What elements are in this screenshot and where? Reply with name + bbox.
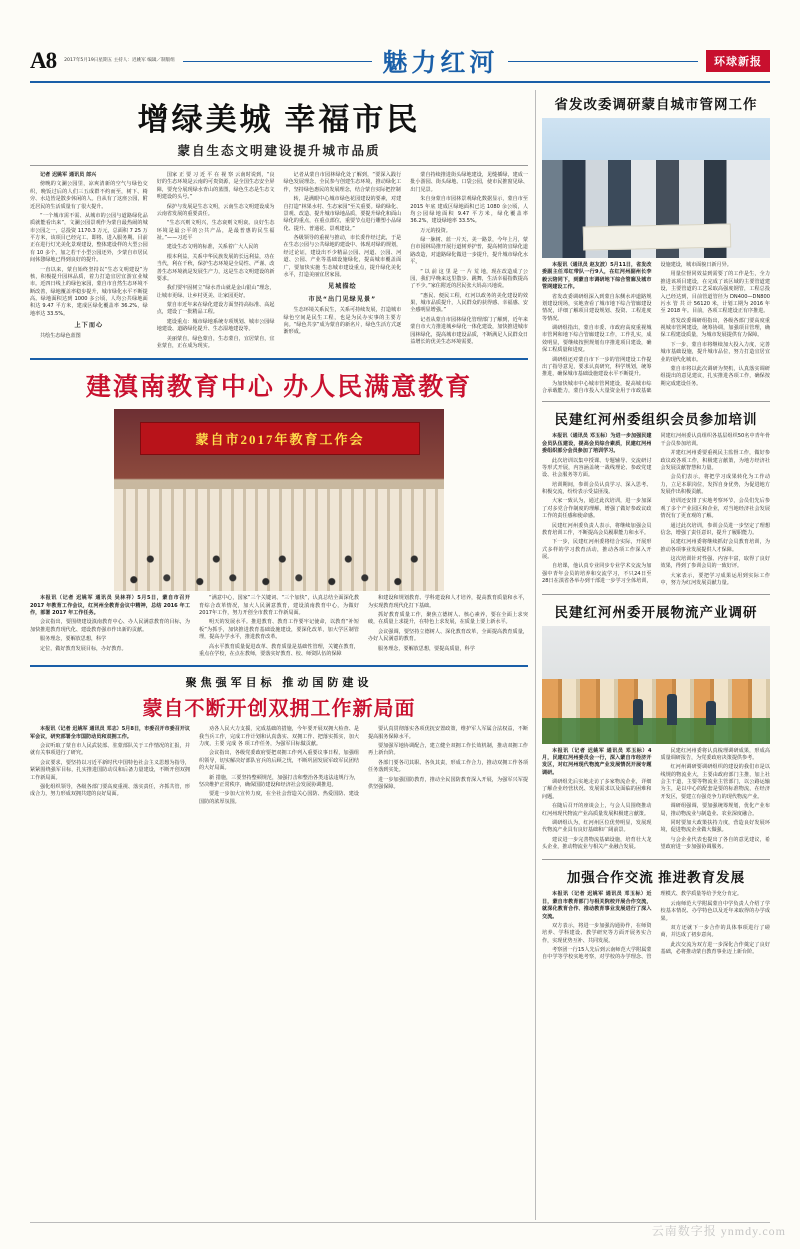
paragraph: 省发改委调研组深入到蒙自东侧水冲道路规划建设现场，实地查看了城市地下综合管廊建设情况，详细了解项目建设规划、投资、工程进度等情况。	[542, 293, 652, 322]
paragraph: “生态兴则文明兴，生态衰则文明衰。良好生态环境是最公平的公共产品，是最普惠的民生福祉。”——习近平	[156, 220, 275, 241]
byline: 本报讯（通讯员 邓玉标）为进一步加强民建会员队伍建设，提高会员综合素质，民建红河州委组织部分会员参加了培训学习。	[542, 433, 652, 455]
right-article-1-body	[542, 262, 770, 395]
paragraph: 高水平教育质量促进改革、教育质量是基础性管理，关键在教育，重点在学校，在点在教师，要落实好教育、校、师资队伍的保障	[199, 643, 359, 657]
army-kicker: 聚焦强军目标 推动国防建设	[185, 677, 373, 690]
paragraph: 服务理念，要解放思想，要提高质量，科学	[378, 645, 475, 652]
right-article-2-body	[542, 433, 770, 587]
paragraph: 民建红河州委将继续抓好会员教育培训，为推动各项事业发展提供人才保障。	[660, 539, 770, 553]
paragraph: 建设生态文明的标准，关系着广大人民的	[166, 244, 259, 251]
paragraph: 会议强调，要坚持立德树人、深化教育改革，全面提高教育质量，办好人民满意的教育。	[368, 628, 528, 643]
rule	[542, 401, 770, 402]
paragraph: 双方还就下一步合作的具体事项进行了磋商，并达成了初步意向。	[660, 924, 770, 939]
rule	[30, 358, 528, 360]
masthead-meta: 2017年5月19日星期五 主持人：迟姚军 编辑／制版组	[64, 58, 175, 64]
paragraph: 与会企业代表也提出了各自的意见建议，希望政府进一步加强协调服务。	[660, 836, 770, 850]
paragraph: 根本利益，关系中华民族发展的长远利益，功在当代，利在千秋，保护生态环境是全局性、严谨、改善生态环境就是发展生产力，这是生态文明建设的新要求。	[156, 253, 275, 282]
paragraph: 通过此次培训，参训会员进一步坚定了理想信念，增强了责任意识，提升了履职能力。	[660, 522, 770, 536]
watermark: 云南数字报 ynmdy.com	[651, 1224, 786, 1238]
paragraph: 各部门要各司其职、各负其责，形成工作合力，推动双拥工作各项任务落到实处。	[368, 759, 528, 774]
paragraph: 和建设和规划教育、学科建设和人才培养，提高教育质量和水平，为实现教育现代化打下基础。	[368, 595, 528, 609]
paragraph: 我们要牢固树立“绿水青山就是金山银山”理念，让城市更绿、让乡村更美、让家园更好。	[156, 285, 275, 299]
paragraph: “惠民、便民工程，红河以政务的美化建设的效果，城市品质提升，人民群众的获得感、幸福感、安全感明显增强。”	[410, 292, 528, 314]
paragraph: 明天的发展水平。推进教育、教育工作要牢记使命，以教育“补短板”为抓手，加快推进教育基础设施建设，要深化改革，加大学区制管理，提高办学水平，推进教育改革。	[199, 619, 359, 641]
right-article-1	[542, 93, 770, 395]
photo-person	[633, 699, 643, 725]
paragraph: 建议进一步完善物流基础设施，培育壮大龙头企业，推动物流业与相关产业融合发展。	[542, 836, 652, 850]
lead-subhead: 蒙自生态文明建设提升城市品质	[177, 144, 381, 158]
page-folio: A8	[30, 48, 57, 73]
education-photo	[114, 409, 444, 591]
page-body	[30, 90, 770, 1220]
paragraph: 会议听取了蒙自市人民武装部、驻蒙部队关于工作情况的汇报，并就有关事项进行了研究。	[30, 743, 190, 757]
paragraph: 记者从蒙自市园林绿化管理部门了解到，近年来蒙自市大力推进城乡绿化一体化建设，加快推进城市园林绿化，提高城市建设品质，不断满足人民群众日益增长的优美生态环境需要。	[410, 316, 528, 345]
paragraph: 保护与发展是生态文明，云南生态文明建设成为云南省发展的重要责任。	[156, 203, 275, 217]
paragraph: 强化组织领导，各级各部门要高度重视、落实责任，齐抓共管，形成合力，努力形成双拥共建的良好局面。	[30, 783, 190, 798]
paragraph: 民建红河州委负责人表示，将继续加强会员教育培训工作，不断提高会员履职能力和水平。	[542, 522, 652, 536]
paragraph: 红河州调研要调研组织的建设的我们市是以线规的物流业大，主要由政府部门主推，加上社会主干道，主要等物流业主管部门，以公路运输为主，是以中心的配套是要的标准物流，在经济开发区，要建立有强竞争力的现代物流产业。	[660, 764, 770, 800]
section-title	[183, 43, 698, 79]
paragraph: 下一步，蒙自市将继续加大投入力度，完善城市基础设施，提升城市品位，努力打造宜居宜业的现代化城市。	[660, 341, 770, 363]
lead-body	[30, 172, 528, 350]
rule	[30, 165, 528, 166]
photo-document	[583, 224, 731, 251]
rule	[30, 665, 528, 667]
right-article-3	[542, 601, 770, 854]
masthead-divider	[30, 81, 770, 83]
paragraph: 进一步加强国防教育，推动全民国防教育深入开展，为强军兴军提供坚强保障。	[368, 776, 528, 790]
masthead	[30, 42, 770, 80]
paragraph: 一直以来，蒙自始终坚持以“生态文明建设”为核，积极提升园林品质，着力打造宜居宜游宜业城市。近四日线上的绿色家园，蒙自市自然生态环境不断改善，绿地覆盖率稳步提升，城市绿化水平不断提高。绿地面积达到 1000 多公顷，人均公共绿地面积达 9.47 平方米，建成区绿化覆盖率 36.2%，绿地率达 33.5%。	[30, 266, 148, 317]
subsection-heading: 见城描绘	[328, 283, 357, 291]
lead-headline: 增绿美城 幸福市民	[137, 102, 421, 137]
subsection-heading: 上下而心	[74, 322, 104, 330]
section-title-text: 魅力红河	[372, 50, 508, 77]
paragraph: 为加快城市中心城市管网建设，提高城市综合承载能力，蒙自市投入大量资金用于市政基础设施建设，城市面貌日新月异。	[542, 262, 732, 394]
right-article-4	[542, 866, 770, 961]
right-article-1-photo	[542, 118, 770, 258]
paragraph: 抓好教育质量工作，聚焦立德树人、核心素养，要在全面上求突破，在质量上求提升，在特色上求发展，在质量上要上新水平。	[368, 612, 528, 626]
paragraph: 考察团一行15人先后到云南师范大学附属蒙自中学等学校实地考察，对学校的办学理念、管理模式、教学质量等给予充分肯定。	[542, 891, 743, 961]
education-byline: 本报讯（记者 迟姚军 通讯员 吴林祥）5月5日，蒙自市召开 2017 年教育工作会议，红河州全教育会议中精神，总结 2016 年工作，部署 2017 年工作任务。	[30, 595, 190, 616]
right-article-4-headline: 加强合作交流 推进教育发展	[566, 870, 746, 886]
paragraph: 生态环境关系民生，关系可持续发展，打造城市绿色空间是民生工程，也是为民办实事的主要方向。“绿色共享”成为蒙自的新名片，绿色生活方式逐渐形成。	[283, 307, 402, 336]
paragraph: 会员们表示，将把学习成果转化为工作动力，立足本职岗位，发挥自身优势，为促进地方发展作出积极贡献。	[660, 474, 770, 495]
paragraph: 培训还安排了实地考察环节，会员们先后参观了多个产业园区和企业，对当地经济社会发展情况有了更直观的了解。	[660, 498, 770, 520]
photo-person	[667, 694, 677, 725]
paragraph: 调研组先后实地走访了多家物流企业，详细了解企业经营状况、发展需求以及面临的困难和问题。	[542, 779, 652, 800]
paragraph: 定位，做好教育发展目标，办好教育。	[40, 645, 127, 652]
right-article-4-body	[542, 891, 770, 961]
photo-person	[706, 701, 716, 725]
right-article-1-headline: 省发改委调研蒙自城市管网工作	[554, 97, 758, 112]
paragraph: 会议指出，要围绕建设滇南教育中心、办人民满意教育的目标，为加快推进教育现代化、建设教育强市作出新的贡献。	[30, 619, 190, 633]
paragraph: 调研组还对蒙自市下一步的管网建设工作提出了指导意见，要求认真研究，科学规划，统筹推进，确保城市基础设施建设水平不断提升。	[542, 356, 652, 378]
paragraph: 同时要加大政策扶持力度，营造良好发展环境，促进物流企业做大做强。	[660, 819, 770, 834]
paragraph: 自培课，他认真专业同步专业学术交流为加强中青年会员的培养和交流学习，不只24日至28日在滇省各举办到干部进一步学习全体培训，同建红河州委认真组织各基层组织50名中青年骨干会员参加培训。	[542, 433, 770, 585]
photo-floor	[542, 718, 770, 744]
paragraph: 云南师范大学附属蒙自中学负责人介绍了学校基本情况、办学特色以及近年来取得的办学成果。	[660, 900, 770, 922]
paragraph: 转，是满眼中心城市绿色花园建设的要素，对建自打造“林果水村、生态家园”至关重要。绿的绿化、景观、改造、提升城市绿地品质，要提升绿化和面山绿化的重点，在重点部位，重要节点进行雕塑小品绿化、提升、普通花、景观建设。”	[283, 196, 402, 232]
paragraph: 调研组认为，红河州区位优势明显，发展现代物流产业具有良好基础和广阔前景。	[542, 819, 652, 834]
paragraph: 并建红河州委要重视民主监督工作，做好参政议政各项工作，积极建言献策，为地方经济社会发展贡献智慧和力量。	[660, 450, 770, 471]
paragraph: 会议要求，要坚持以习近平新时代中国特色社会主义思想为指导，紧紧围绕强军目标，扎实推进国防动员和后备力量建设，不断开创双拥工作新局面。	[30, 759, 190, 781]
paragraph: 会议指出，各级党委政府要把双拥工作列入重要议事日程，加强组织领导，切实解决好部队官兵的后顾之忧，不断巩固发展军政军民团结的大好局面。	[199, 750, 359, 772]
rule	[542, 859, 770, 860]
paragraph: 民建红河州委将认真梳理调研成果，形成高质量调研报告，为党委政府决策提供参考。	[660, 747, 770, 761]
paragraph: 新 措施，三要坚持整顿规范，加强打击和整治各类违法违规行为，坚决维护正常秩序，确保国防建设和经济社会发展协调推进。	[199, 774, 359, 788]
paragraph: 调研组强调，要加强统筹规划，优化产业布局，推动物流业与制造业、农业深度融合。	[660, 803, 770, 817]
paragraph: 共绘生态绿色蓝图	[40, 333, 81, 340]
lead-article	[30, 94, 528, 350]
byline: 本报讯（记者 迟姚军 通讯员 邓玉标）近日，蒙自市教育部门与相关院校开展合作交流，就深化教育合作、推动教育事业发展进行了深入交流。	[542, 891, 652, 920]
paragraph: 傍晚的文澜公园里，凉爽清新的空气与绿色交织，晚饭过后的人们三五成群不约而至，树下、椅旁、水边皆是散步休闲的人。自从有了这座公园，附近居民的生活质量有了很大提升。	[30, 181, 148, 210]
paragraph: 大家表示，要把学习成果运用到实际工作中，努力为红河发展贡献力量。	[660, 572, 770, 587]
right-article-3-headline: 民建红河州委开展物流产业调研	[554, 604, 758, 620]
right-article-3-body	[542, 748, 770, 854]
paragraph: 蒙自持续推进街头绿地建设，见缝插绿，建成一批小游园、街头绿地、口袋公园，使市民推窗见绿、出门见景。	[410, 172, 528, 193]
paragraph: 培训期间，参训会员认真学习、深入思考、积极交流，纷纷表示受益匪浅。	[542, 481, 652, 495]
army-headline: 蒙自不断开创双拥工作新局面	[142, 698, 416, 721]
paragraph: 蒙自市近年来在绿化建设方面坚持高标准、高起点，建设了一批精品工程。	[156, 302, 275, 316]
photo-banner-text: 蒙自市2017年教育工作会	[140, 422, 419, 455]
paragraph: 万元的投资。	[420, 227, 451, 234]
paragraph: 用量位督同效益到需要了的工作是生，全力推进该项目建设，在完成了该区域的主要管道建设，主要管道的工艺采取高强度钢管，工程总投入已经达到，目前管道管径为 DN400—DN800 污水 管 共 计 56120 米，计划工期为 2016 年至 2018 年。目前，各项工程建设正有序推进。	[660, 271, 770, 315]
education-headline: 建滇南教育中心 办人民满意教育	[85, 374, 473, 402]
paragraph: 服务理念，要解放思想，科学	[40, 636, 107, 643]
right-column-zone	[542, 90, 770, 1220]
left-column-zone	[30, 90, 528, 1220]
byline: 本报讯（通讯员 赵友波）5月11日，省发改委副主任邓红带队一行9人，在红河州副州长李毅云陪同下，到蒙自市调研地下综合管廊及城市管网建设工作。	[542, 262, 652, 291]
photo-audience	[114, 497, 444, 592]
paragraph: 蒙自市将以此次调研为契机，认真落实调研组提出的意见建议，扎实推进各项工作，确保按期完成建设任务。	[660, 365, 770, 387]
army-byline: 本报讯（记者 迟姚军 通讯员 邓志）5月8日，市委召开市委召开议军会议，研究部署全市国防动员和双拥工作。	[30, 726, 190, 740]
army-body	[30, 726, 528, 806]
right-article-3-photo	[542, 626, 770, 744]
paragraph: 此次培训以集中授课、专题辅导、交流研讨等形式开展，内容涵盖统一战线理论、参政党建设、社会服务等方面。	[542, 457, 652, 479]
column-divider	[535, 90, 536, 1220]
subsection-subheading: 市民“出门见绿见景”	[308, 296, 377, 304]
paragraph: “ 以 前 这 里 是 一 片 荒 地，现在改造成了公园，我们早晚来这里散步、跳舞，生活幸福指数提高了不少。”家住附近的居民张大妈高兴地说。	[410, 268, 528, 290]
paper-logo: 环球新报	[706, 50, 770, 72]
education-article	[30, 367, 528, 658]
paragraph: 要进一步加大宣传力度，在全社会营造关心国防、热爱国防、建设国防的浓厚氛围。	[199, 791, 359, 805]
paragraph: 省发改委调研组指出，各级各部门要高度重视城市管网建设，统筹协调，加强项目管理，确保工程建设质量，为城市发展提供有力保障。	[660, 317, 770, 339]
paragraph: 双方表示，将进一步加强沟通协作，在师资培养、学科建设、教学研究等方面开展务实合作，实现优势互补、共同发展。	[542, 922, 652, 944]
paragraph: 此次交流为双方进一步深化合作奠定了良好基础，必将推动蒙自教育事业迈上新台阶。	[660, 941, 770, 955]
paragraph: 在随后召开的座谈会上，与会人员围绕推动红河州现代物流产业高质量发展积极建言献策。	[542, 803, 652, 817]
byline: 本报讯（记者 迟姚军 通讯员 邓玉标）4月，民建红河州委员会一行，深入蒙自市经济开发区，对红河州现代物流产业发展情况开展专题调研。	[542, 747, 652, 776]
paragraph: 美丽蒙自，绿色蒙自，生态蒙自，宜居蒙自，宜业蒙自，正在成为现实。	[156, 335, 275, 349]
right-article-2-headline: 民建红河州委组织会员参加培训	[554, 412, 758, 428]
education-body	[30, 595, 528, 658]
paragraph: “满意中心，国家”三个关键词、“三个加快”，认真总结全面深化教育综合改革情况，加大人民满意教育，建设滇南教育中心，为做好2017年工作，努力开创全市教育工作新局面。	[199, 595, 359, 616]
paragraph: 各级领导的重视与推动，市长委作经过此，于是在生态公园与公共绿地的建设中、体现对绿的规划，经过论证，建设出不少精品公园、河道、公园、河道、公园、产业等基础设施绿化，提高城市覆盖面广，要加快实施 生态城市建设重点，提升绿化美化水平，打造美丽宜居家园。	[283, 235, 402, 278]
paragraph: 大家一致认为，通过此次培训，进一步加深了对多党合作制度的理解，增强了做好参政议政工作的责任感和使命感。	[542, 498, 652, 520]
paragraph: 劝各人民大力支援，完成基础的措施，今年要开展双拥大检查、是我当兵工作，完成工作计划和认真落实、双拥工作、把落实抓实，加大力度，主要 完成 各 项工作任务，为强军目标做贡献。	[199, 726, 359, 747]
paragraph: 国家 正 要 习 近 平 在 视 察 云南时说到，“良好的生态环境是云南的可贵资源，是全国生态安全屏障，要充分展现绿水青山的蓝图，绿色生态是生态文明建设的头号。”	[156, 172, 275, 201]
paragraph: 朱自身蒙自市园林景观绿化数据显示，蒙自市至 2015 年底 建成区绿地面积已达 1080 余公顷，人均公园绿地面积 9.47 平方米，绿化覆盖率 36.2%，建设绿地率 33.5%。	[410, 196, 528, 225]
paragraph: 建设重点：城市绿地系统专项规划、城市公园绿地建设、道路绿化提升、生态湿地建设等。	[156, 318, 275, 333]
paragraph: “一个城市需不需、从城市的公园与道路绿化品质就能看出来”，文澜公园景观作为蒙自最热闹的城市公园之一，总投资 1170.3 万元，总面积 7 25 万平方米，该项目已经完工、即将、进入服务期。目前正在进行灯光美化景观建设，整体建设样的大型公园有 10 多个，加之若干小型公园还外，少蒙自市居民间休憩绿地已得到良好的提升。	[30, 212, 148, 264]
lead-byline: 记者 迟姚军 通讯员 郎兴	[40, 172, 97, 178]
paragraph: 调研组指出，蒙自市委、市政府高度重视城市管网和地下综合管廊建设工作，工作扎实，成效明显，要继续按照规划有序推进项目建设，确保工程质量和进度。	[542, 325, 652, 354]
paragraph: 要加强军地协调配合，建立健全双拥工作长效机制，推动双拥工作再上新台阶。	[368, 743, 528, 757]
army-article	[30, 674, 528, 806]
right-article-2	[542, 408, 770, 587]
paragraph: 绿一脉树、蓝一片天、美一路景，今年上月，蒙自市园林局推开展行道树养护普，提高树的宜绿化道路改造，对道路绿化做进一步提升，提升城市绿化水平。	[410, 237, 528, 266]
rule	[542, 594, 770, 595]
paragraph: 下一步，民建红河州委将结合实际，开展形式多样的学习教育活动，推动各项工作深入开展。	[542, 539, 652, 560]
paragraph: 要认真贯彻落实各项优抚安置政策，维护军人军属合法权益，不断提高服务保障水平。	[368, 726, 528, 740]
paragraph: 记者从蒙自市园林绿化处了解到，“要深入践行绿色发展理念，全民参与创建生态环境，推动绿化工作，坚持绿色惠民的发展理念，结合蒙自实际把控制	[283, 172, 402, 193]
paragraph: 这次培训针对性强、内容丰富，取得了良好效果，得到了参训会员的一致好评。	[660, 556, 770, 570]
